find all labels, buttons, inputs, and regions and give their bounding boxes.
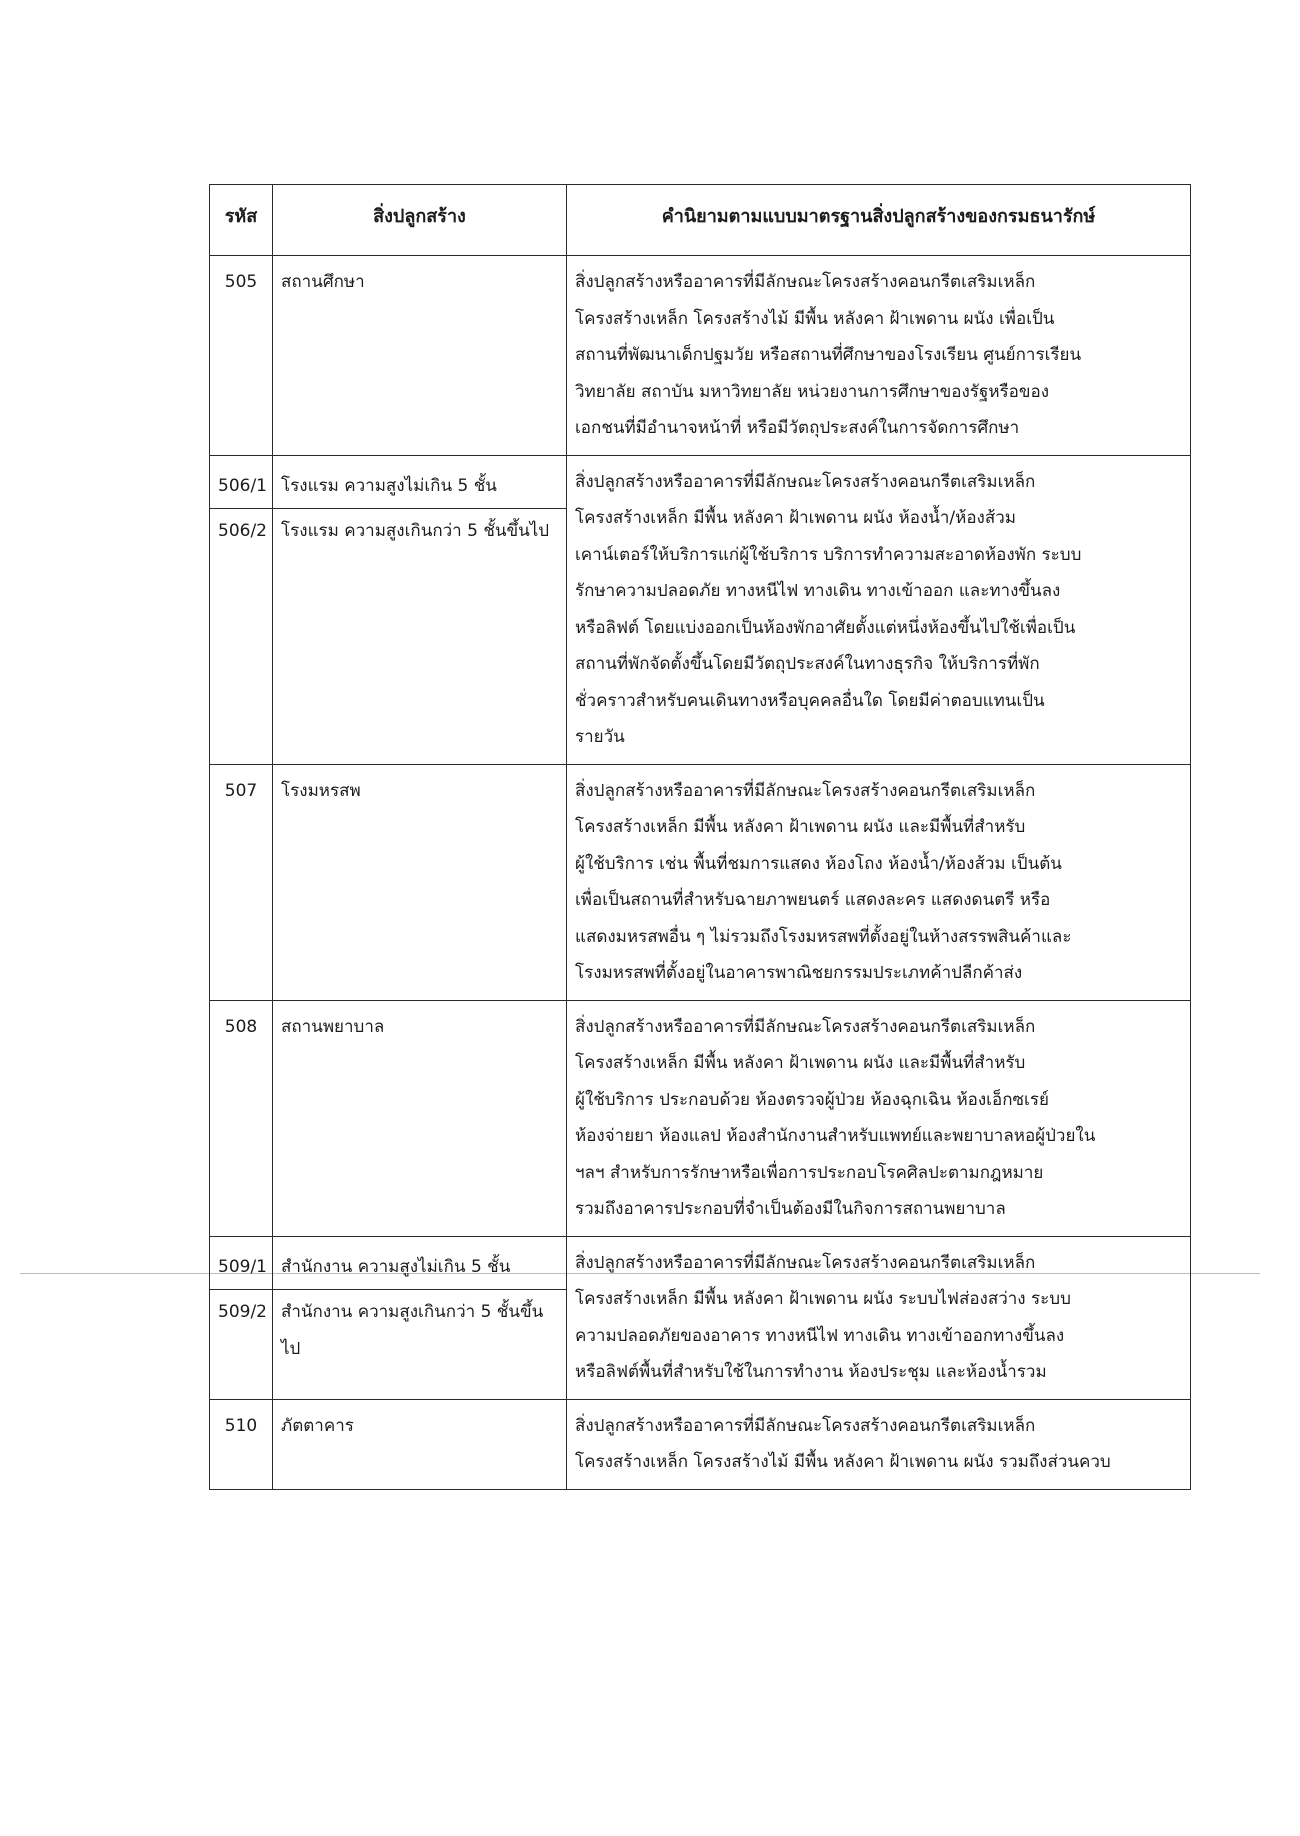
definition-line: โครงสร้างเหล็ก มีพื้น หลังคา ฝ้าเพดาน ผนัง ระบบไฟส่องสว่าง ระบบ	[575, 1289, 1071, 1309]
row-structure-cell	[273, 455, 567, 764]
definition-line: ห้องจ่ายยา ห้องแลป ห้องสำนักงานสำหรับแพทย์และพยาบาลหอผู้ป่วยใน	[575, 1126, 1096, 1146]
row-code: 509/2	[210, 1289, 272, 1335]
definition-line: สิ่งปลูกสร้างหรืออาคารที่มีลักษณะโครงสร้างคอนกรีตเสริมเหล็ก	[575, 1252, 1036, 1273]
definition-line: สิ่งปลูกสร้างหรืออาคารที่มีลักษณะโครงสร้างคอนกรีตเสริมเหล็ก	[575, 272, 1036, 292]
definition-line: สิ่งปลูกสร้างหรืออาคารที่มีลักษณะโครงสร้างคอนกรีตเสริมเหล็ก	[575, 1016, 1036, 1037]
row-code-cell	[210, 764, 273, 1000]
definition-line: ฯลฯ สำหรับการรักษาหรือเพื่อการประกอบโรคศิลปะตามกฎหมาย	[575, 1162, 1044, 1183]
definition-line: โครงสร้างเหล็ก โครงสร้างไม้ มีพื้น หลังคา ฝ้าเพดาน ผนัง รวมถึงส่วนควบ	[575, 1452, 1111, 1472]
definition-line: รวมถึงอาคารประกอบที่จำเป็นต้องมีในกิจการสถานพยาบาล	[575, 1199, 1006, 1219]
definition-line: ความปลอดภัยของอาคาร ทางหนีไฟ ทางเดิน ทางเข้าออกทางขึ้นลง	[575, 1325, 1065, 1346]
row-code: 506/2	[210, 508, 272, 554]
row-code-cell	[210, 256, 273, 456]
row-structure-name: โรงแรม ความสูงเกินกว่า 5 ชั้นขึ้นไป	[273, 508, 566, 554]
row-definition-cell	[567, 455, 1191, 764]
definition-line: เคาน์เตอร์ให้บริการแก่ผู้ใช้บริการ บริการทำความสะอาดห้องพัก ระบบ	[575, 544, 1082, 565]
definition-line: รายวัน	[575, 727, 625, 747]
row-code-cell	[210, 1399, 273, 1489]
table-row	[210, 1399, 1191, 1489]
row-structure-cell	[273, 764, 567, 1000]
row-structure-name: สำนักงาน ความสูงเกินกว่า 5 ชั้นขึ้นไป	[273, 1289, 566, 1371]
definition-line: เพื่อเป็นสถานที่สำหรับฉายภาพยนตร์ แสดงละคร แสดงดนตรี หรือ	[575, 890, 1051, 910]
row-code: 505	[224, 272, 258, 292]
row-structure-name: โรงแรม ความสูงไม่เกิน 5 ชั้น	[281, 475, 497, 496]
table-header-row	[210, 185, 1191, 256]
definition-line: สิ่งปลูกสร้างหรืออาคารที่มีลักษณะโครงสร้างคอนกรีตเสริมเหล็ก	[575, 780, 1036, 801]
row-code: 509/1	[218, 1256, 267, 1277]
definition-line: โครงสร้างเหล็ก มีพื้น หลังคา ฝ้าเพดาน ผนัง ห้องน้ำ/ห้องส้วม	[575, 508, 1016, 528]
definition-line: สถานที่พัฒนาเด็กปฐมวัย หรือสถานที่ศึกษาของโรงเรียน ศูนย์การเรียน	[575, 345, 1082, 365]
row-structure-cell	[273, 1236, 567, 1399]
definition-line: แสดงมหรสพอื่น ๆ ไม่รวมถึงโรงมหรสพที่ตั้งอยู่ในห้างสรรพสินค้าและ	[575, 926, 1072, 947]
row-code-cell	[210, 1236, 273, 1399]
definition-line: สิ่งปลูกสร้างหรืออาคารที่มีลักษณะโครงสร้างคอนกรีตเสริมเหล็ก	[575, 1415, 1036, 1436]
table-row	[210, 1236, 1191, 1399]
definition-line: โครงสร้างเหล็ก มีพื้น หลังคา ฝ้าเพดาน ผนัง และมีพื้นที่สำหรับ	[575, 817, 1026, 837]
row-code-cell	[210, 455, 273, 764]
row-structure-name: สถานศึกษา	[281, 272, 365, 292]
table-row	[210, 455, 1191, 764]
header-code: รหัส	[210, 185, 273, 256]
row-definition-cell	[567, 1000, 1191, 1236]
row-structure-cell	[273, 1399, 567, 1489]
definition-line: รักษาความปลอดภัย ทางหนีไฟ ทางเดิน ทางเข้าออก และทางขึ้นลง	[575, 581, 1061, 601]
definition-line: ผู้ใช้บริการ เช่น พื้นที่ชมการแสดง ห้องโถง ห้องน้ำ/ห้องส้วม เป็นต้น	[575, 853, 1062, 874]
row-structure-name: สถานพยาบาล	[281, 1016, 385, 1037]
definition-line: ผู้ใช้บริการ ประกอบด้วย ห้องตรวจผู้ป่วย ห้องฉุกเฉิน ห้องเอ็กซเรย์	[575, 1089, 1049, 1110]
row-code: 510	[224, 1415, 258, 1436]
definition-line: เอกชนที่มีอำนาจหน้าที่ หรือมีวัตถุประสงค์ในการจัดการศึกษา	[575, 418, 1020, 438]
table-row	[210, 1000, 1191, 1236]
definition-line: โรงมหรสพที่ตั้งอยู่ในอาคารพาณิชยกรรมประเภทค้าปลีกค้าส่ง	[575, 963, 1023, 983]
definition-line: หรือลิฟต์พื้นที่สำหรับใช้ในการทำงาน ห้องประชุม และห้องน้ำรวม	[575, 1362, 1047, 1382]
definition-line: สถานที่พักจัดตั้งขึ้นโดยมีวัตถุประสงค์ในทางธุรกิจ ให้บริการที่พัก	[575, 654, 1040, 674]
header-structure: สิ่งปลูกสร้าง	[273, 185, 567, 256]
row-structure-cell	[273, 1000, 567, 1236]
row-code: 508	[224, 1016, 258, 1037]
row-structure-cell	[273, 256, 567, 456]
definition-line: หรือลิฟต์ โดยแบ่งออกเป็นห้องพักอาศัยตั้งแต่หนึ่งห้องขึ้นไปใช้เพื่อเป็น	[575, 617, 1076, 638]
row-definition-cell	[567, 256, 1191, 456]
row-structure-name: ภัตตาคาร	[281, 1415, 354, 1436]
table-body	[210, 256, 1191, 1490]
definition-line: สิ่งปลูกสร้างหรืออาคารที่มีลักษณะโครงสร้างคอนกรีตเสริมเหล็ก	[575, 471, 1036, 492]
definition-line: วิทยาลัย สถาบัน มหาวิทยาลัย หน่วยงานการศึกษาของรัฐหรือของ	[575, 381, 1049, 402]
definition-line: โครงสร้างเหล็ก โครงสร้างไม้ มีพื้น หลังคา ฝ้าเพดาน ผนัง เพื่อเป็น	[575, 308, 1055, 329]
row-definition-cell	[567, 764, 1191, 1000]
row-code: 507	[224, 780, 258, 801]
definition-line: ชั่วคราวสำหรับคนเดินทางหรือบุคคลอื่นใด โดยมีค่าตอบแทนเป็น	[575, 690, 1045, 711]
row-code: 506/1	[218, 475, 267, 496]
building-definition-table	[209, 184, 1191, 1490]
header-definition: คำนิยามตามแบบมาตรฐานสิ่งปลูกสร้างของกรมธนารักษ์	[567, 185, 1191, 256]
row-structure-name: สำนักงาน ความสูงไม่เกิน 5 ชั้น	[281, 1256, 511, 1277]
row-code-cell	[210, 1000, 273, 1236]
definition-line: โครงสร้างเหล็ก มีพื้น หลังคา ฝ้าเพดาน ผนัง และมีพื้นที่สำหรับ	[575, 1053, 1026, 1073]
row-definition-cell	[567, 1399, 1191, 1489]
row-definition-cell	[567, 1236, 1191, 1399]
row-structure-name: โรงมหรสพ	[281, 780, 361, 801]
table-row	[210, 256, 1191, 456]
table-row	[210, 764, 1191, 1000]
